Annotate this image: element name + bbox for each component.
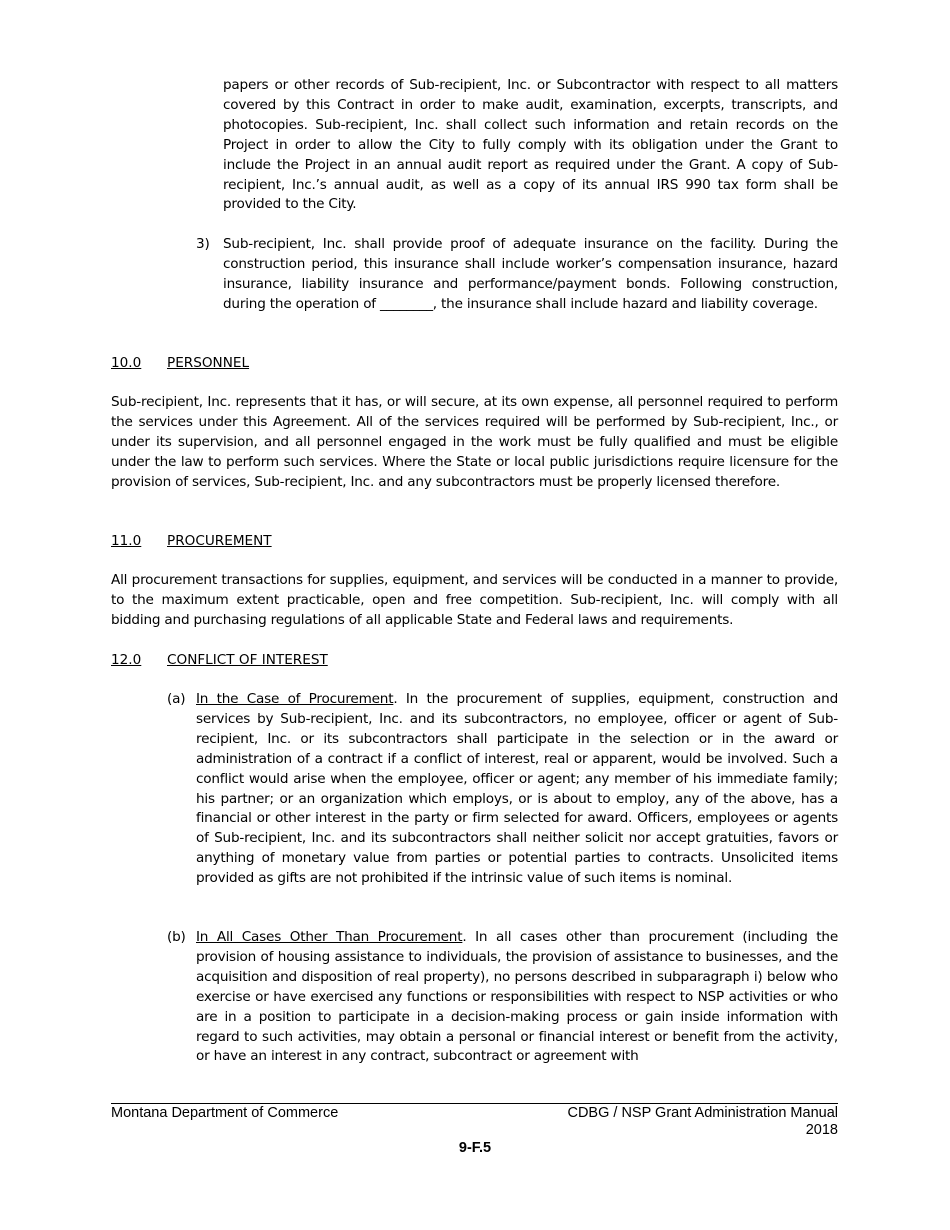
subsection-b	[167, 928, 838, 1067]
procurement-paragraph: All procurement transactions for supplies, equipment, and services will be conducted in a manner to provide, to the maximum extent practicable, open and free competition. Sub-recipient, Inc. will comply with all bidding and purchasing regulations of all applicable State and Federal laws and requirements.	[111, 572, 838, 628]
list-item-3	[196, 235, 838, 315]
list-item-number: 3)	[196, 236, 210, 252]
subsection-label: (a)	[167, 691, 186, 707]
subsection-label: (b)	[167, 929, 186, 945]
section-number: 11.0	[111, 533, 142, 549]
footer-manual-name: CDBG / NSP Grant Administration Manual	[567, 1105, 838, 1121]
page-number: 9-F.5	[458, 1140, 492, 1156]
section-title: PROCUREMENT	[167, 533, 272, 549]
section9-continuation-paragraph: papers or other records of Sub-recipient, Inc. or Subcontractor with respect to all matters covered by this Contract in order to make audit, examination, excerpts, transcripts, and photocopies. Sub-recipient, Inc. shall collect such information and retain records on the Project in order to allow the City to fully comply with its obligation under the Grant to include the Project in an annual audit report as required under the Grant. A copy of Sub-recipient, Inc.’s annual audit, as well as a copy of its annual IRS 990 tax form shall be provided to the City.	[223, 77, 838, 213]
list-item-text: Sub-recipient, Inc. shall provide proof of adequate insurance on the facility. During the construction period, this insurance shall include worker’s compensation insurance, hazard insurance, liability insurance and performance/payment bonds. Following construction, during the operation of ________, the insurance shall include hazard and liability coverage.	[223, 236, 838, 312]
section-number: 12.0	[111, 652, 142, 668]
subsection-heading: In All Cases Other Than Procurement	[196, 929, 463, 945]
section-heading-personnel	[111, 354, 249, 374]
subsection-heading: In the Case of Procurement	[196, 691, 394, 707]
subsection-text: . In the procurement of supplies, equipment, construction and services by Sub-recipient, Inc. and its subcontractors, no employee, officer or agent of Sub-recipient, Inc. or its subcontractors shall participate in the selection or in the award or administration of a contract if a conflict of interest, real or apparent, would be involved. Such a conflict would arise when the employee, officer or agent; any member of his immediate family; his partner; or an organization which employs, or is about to employ, any of the above, has a financial or other interest in the party or firm selected for award. Officers, employees or agents of Sub-recipient, Inc. and its subcontractors shall neither solicit nor accept gratuities, favors or anything of monetary value from parties or potential parties to contracts. Unsolicited items provided as gifts are not prohibited if the intrinsic value of such items is nominal.	[196, 691, 839, 887]
footer-divider	[111, 1103, 838, 1104]
section-title: PERSONNEL	[167, 355, 250, 371]
section-title: CONFLICT OF INTEREST	[167, 652, 328, 668]
section-heading-conflict-of-interest	[111, 651, 328, 671]
subsection-a	[167, 690, 838, 889]
section-number: 10.0	[111, 355, 142, 371]
footer-year: 2018	[805, 1122, 838, 1138]
footer-organization: Montana Department of Commerce	[111, 1105, 339, 1121]
personnel-paragraph: Sub-recipient, Inc. represents that it has, or will secure, at its own expense, all personnel required to perform the services under this Agreement. All of the services required will be performed by Sub-recipient, Inc., or under its supervision, and all personnel engaged in the work must be fully qualified and must be eligible under the law to perform such services. Where the State or local public jurisdictions require licensure for the provision of services, Sub-recipient, Inc. and any subcontractors must be properly licensed therefore.	[111, 394, 838, 490]
subsection-text: . In all cases other than procurement (including the provision of housing assistance to individuals, the provision of assistance to businesses, and the acquisition and disposition of real property), no persons described in subparagraph i) below who exercise or have exercised any functions or responsibilities with respect to NSP activities or who are in a position to participate in a decision-making process or gain inside information with regard to such activities, may obtain a personal or financial interest or benefit from the activity, or have an interest in any contract, subcontract or agreement with	[196, 929, 838, 1065]
section-heading-procurement	[111, 532, 272, 552]
footer-manual-title	[567, 1105, 838, 1139]
